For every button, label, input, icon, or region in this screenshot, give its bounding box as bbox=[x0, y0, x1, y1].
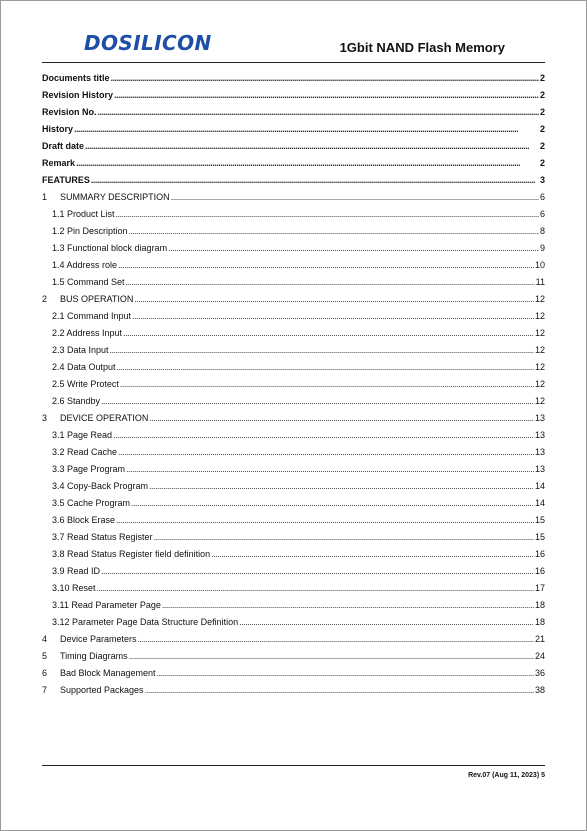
toc-entry-page-number: 2 bbox=[539, 90, 545, 100]
table-of-contents bbox=[42, 70, 545, 699]
toc-entry-number: 6 bbox=[42, 668, 48, 678]
toc-dot-leader bbox=[116, 206, 539, 223]
header-divider bbox=[42, 62, 545, 63]
toc-entry[interactable] bbox=[42, 495, 545, 512]
toc-dot-leader bbox=[239, 614, 534, 631]
toc-entry-page-number: 8 bbox=[539, 226, 545, 236]
toc-entry[interactable] bbox=[42, 172, 545, 189]
toc-entry-page-number: 13 bbox=[534, 464, 545, 474]
toc-entry-number: 7 bbox=[42, 685, 48, 695]
toc-dot-leader bbox=[118, 444, 534, 461]
toc-entry-title: Documents title bbox=[42, 73, 110, 83]
toc-entry-page-number: 12 bbox=[534, 345, 545, 355]
toc-entry[interactable] bbox=[42, 155, 545, 172]
toc-entry-page-number: 16 bbox=[534, 566, 545, 576]
toc-entry-page-number: 15 bbox=[534, 532, 545, 542]
toc-entry[interactable] bbox=[42, 597, 545, 614]
toc-dot-leader bbox=[129, 223, 539, 240]
toc-entry-title: 2.4 Data Output bbox=[52, 362, 116, 372]
toc-entry-title: 1.1 Product List bbox=[52, 209, 115, 219]
toc-entry-title: Remark bbox=[42, 158, 76, 168]
company-logo: DOSILICON bbox=[84, 31, 212, 55]
toc-entry-title: 3.5 Cache Program bbox=[52, 498, 131, 508]
toc-entry-number: 2 bbox=[42, 294, 48, 304]
toc-entry-page-number: 12 bbox=[534, 362, 545, 372]
toc-entry-page-number: 10 bbox=[534, 260, 545, 270]
toc-dot-leader bbox=[111, 70, 539, 87]
toc-entry[interactable] bbox=[42, 240, 545, 257]
toc-entry-title: 3.3 Page Program bbox=[52, 464, 126, 474]
toc-entry[interactable] bbox=[42, 189, 545, 206]
toc-entry[interactable] bbox=[42, 648, 545, 665]
toc-entry[interactable] bbox=[42, 87, 545, 104]
toc-entry-page-number: 13 bbox=[534, 413, 545, 423]
toc-entry-page-number: 2 bbox=[539, 124, 545, 134]
toc-entry-title: History bbox=[42, 124, 74, 134]
toc-entry[interactable] bbox=[42, 410, 545, 427]
toc-entry-page-number: 2 bbox=[539, 107, 545, 117]
toc-entry[interactable] bbox=[42, 325, 545, 342]
toc-dot-leader bbox=[126, 274, 535, 291]
toc-entry-title: 3.11 Read Parameter Page bbox=[52, 600, 161, 610]
toc-entry[interactable] bbox=[42, 546, 545, 563]
toc-entry-title: Device Parameters bbox=[60, 634, 137, 644]
toc-entry-title: 2.6 Standby bbox=[52, 396, 101, 406]
toc-dot-leader bbox=[114, 87, 539, 104]
toc-dot-leader bbox=[97, 580, 534, 597]
toc-entry-page-number: 9 bbox=[539, 243, 545, 253]
toc-entry-title: 3.10 Reset bbox=[52, 583, 96, 593]
toc-dot-leader bbox=[98, 104, 539, 121]
toc-entry[interactable] bbox=[42, 580, 545, 597]
toc-entry-title: 3.1 Page Read bbox=[52, 430, 113, 440]
toc-entry[interactable] bbox=[42, 70, 545, 87]
toc-dot-leader bbox=[162, 597, 534, 614]
toc-dot-leader bbox=[118, 257, 534, 274]
toc-dot-leader bbox=[145, 682, 534, 699]
toc-entry-title: BUS OPERATION bbox=[60, 294, 134, 304]
toc-entry-page-number: 17 bbox=[534, 583, 545, 593]
toc-entry-title: 3.2 Read Cache bbox=[52, 447, 118, 457]
document-title: 1Gbit NAND Flash Memory bbox=[339, 40, 505, 55]
toc-entry-title: FEATURES bbox=[42, 175, 90, 185]
toc-entry[interactable] bbox=[42, 342, 545, 359]
toc-dot-leader bbox=[74, 121, 539, 138]
toc-dot-leader bbox=[101, 393, 534, 410]
toc-entry-title: 2.5 Write Protect bbox=[52, 379, 119, 389]
toc-entry[interactable] bbox=[42, 376, 545, 393]
toc-entry-page-number: 6 bbox=[539, 209, 545, 219]
toc-entry-title: 3.4 Copy-Back Program bbox=[52, 481, 149, 491]
toc-entry[interactable] bbox=[42, 682, 545, 699]
toc-dot-leader bbox=[120, 376, 534, 393]
toc-entry-page-number: 2 bbox=[539, 73, 545, 83]
toc-entry-title: 2.2 Address Input bbox=[52, 328, 123, 338]
toc-entry-page-number: 24 bbox=[534, 651, 545, 661]
toc-entry-title: 3.9 Read ID bbox=[52, 566, 101, 576]
toc-entry-page-number: 13 bbox=[534, 430, 545, 440]
toc-dot-leader bbox=[126, 461, 534, 478]
toc-dot-leader bbox=[91, 172, 539, 189]
toc-entry-page-number: 3 bbox=[539, 175, 545, 185]
toc-entry-page-number: 38 bbox=[534, 685, 545, 695]
toc-entry-title: 1.4 Address role bbox=[52, 260, 118, 270]
toc-entry-title: SUMMARY DESCRIPTION bbox=[60, 192, 170, 202]
toc-entry-page-number: 6 bbox=[539, 192, 545, 202]
toc-entry[interactable] bbox=[42, 461, 545, 478]
toc-entry-page-number: 2 bbox=[539, 141, 545, 151]
toc-dot-leader bbox=[157, 665, 534, 682]
toc-dot-leader bbox=[168, 240, 539, 257]
toc-dot-leader bbox=[211, 546, 534, 563]
toc-entry-title: Revision No. bbox=[42, 107, 97, 117]
toc-entry-page-number: 12 bbox=[534, 311, 545, 321]
toc-entry[interactable] bbox=[42, 274, 545, 291]
toc-entry[interactable] bbox=[42, 665, 545, 682]
toc-entry[interactable] bbox=[42, 393, 545, 410]
toc-entry-page-number: 15 bbox=[534, 515, 545, 525]
toc-entry-title: Timing Diagrams bbox=[60, 651, 128, 661]
toc-entry-title: 2.1 Command Input bbox=[52, 311, 132, 321]
toc-dot-leader bbox=[76, 155, 539, 172]
toc-dot-leader bbox=[110, 342, 534, 359]
toc-entry-number: 5 bbox=[42, 651, 48, 661]
toc-entry-page-number: 21 bbox=[534, 634, 545, 644]
toc-entry[interactable] bbox=[42, 206, 545, 223]
toc-entry-title: 1.5 Command Set bbox=[52, 277, 125, 287]
toc-entry-page-number: 18 bbox=[534, 617, 545, 627]
toc-dot-leader bbox=[113, 427, 534, 444]
toc-entry[interactable] bbox=[42, 291, 545, 308]
toc-dot-leader bbox=[154, 529, 534, 546]
toc-entry-title: 2.3 Data Input bbox=[52, 345, 109, 355]
toc-entry[interactable] bbox=[42, 308, 545, 325]
toc-entry-page-number: 12 bbox=[534, 379, 545, 389]
toc-entry-title: Draft date bbox=[42, 141, 85, 151]
toc-entry-page-number: 16 bbox=[534, 549, 545, 559]
footer-divider bbox=[42, 765, 545, 766]
toc-dot-leader bbox=[85, 138, 539, 155]
toc-entry[interactable] bbox=[42, 563, 545, 580]
toc-entry-page-number: 12 bbox=[534, 294, 545, 304]
toc-entry-number: 4 bbox=[42, 634, 48, 644]
toc-entry[interactable] bbox=[42, 444, 545, 461]
toc-entry[interactable] bbox=[42, 104, 545, 121]
toc-entry[interactable] bbox=[42, 512, 545, 529]
toc-entry-page-number: 14 bbox=[534, 498, 545, 508]
toc-dot-leader bbox=[131, 495, 534, 512]
toc-entry-number: 3 bbox=[42, 413, 48, 423]
toc-entry[interactable] bbox=[42, 614, 545, 631]
toc-dot-leader bbox=[123, 325, 534, 342]
toc-entry-title: Supported Packages bbox=[60, 685, 144, 695]
toc-entry-page-number: 12 bbox=[534, 396, 545, 406]
toc-entry[interactable] bbox=[42, 427, 545, 444]
toc-dot-leader bbox=[134, 291, 534, 308]
toc-entry-title: Revision History bbox=[42, 90, 114, 100]
toc-entry-page-number: 36 bbox=[534, 668, 545, 678]
toc-dot-leader bbox=[101, 563, 534, 580]
toc-dot-leader bbox=[129, 648, 534, 665]
toc-entry[interactable] bbox=[42, 359, 545, 376]
toc-dot-leader bbox=[149, 478, 534, 495]
toc-entry[interactable] bbox=[42, 257, 545, 274]
toc-entry[interactable] bbox=[42, 138, 545, 155]
toc-entry-page-number: 2 bbox=[539, 158, 545, 168]
toc-entry-title: Bad Block Management bbox=[60, 668, 156, 678]
toc-entry-page-number: 12 bbox=[534, 328, 545, 338]
toc-entry-title: 1.2 Pin Description bbox=[52, 226, 128, 236]
toc-entry-title: DEVICE OPERATION bbox=[60, 413, 149, 423]
toc-entry-page-number: 18 bbox=[534, 600, 545, 610]
toc-entry[interactable] bbox=[42, 529, 545, 546]
toc-entry[interactable] bbox=[42, 631, 545, 648]
toc-entry[interactable] bbox=[42, 478, 545, 495]
footer-revision: Rev.07 (Aug 11, 2023) 5 bbox=[468, 772, 545, 779]
toc-entry-number: 1 bbox=[42, 192, 48, 202]
toc-entry-page-number: 14 bbox=[534, 481, 545, 491]
toc-entry[interactable] bbox=[42, 121, 545, 138]
toc-entry-page-number: 11 bbox=[535, 277, 545, 287]
toc-dot-leader bbox=[149, 410, 534, 427]
toc-entry-title: 1.3 Functional block diagram bbox=[52, 243, 168, 253]
toc-dot-leader bbox=[116, 512, 534, 529]
toc-entry-page-number: 13 bbox=[534, 447, 545, 457]
toc-dot-leader bbox=[117, 359, 534, 376]
toc-entry-title: 3.8 Read Status Register field definition bbox=[52, 549, 211, 559]
toc-entry[interactable] bbox=[42, 223, 545, 240]
toc-dot-leader bbox=[138, 631, 534, 648]
toc-dot-leader bbox=[132, 308, 534, 325]
toc-entry-title: 3.7 Read Status Register bbox=[52, 532, 153, 542]
toc-dot-leader bbox=[171, 189, 539, 206]
toc-entry-title: 3.12 Parameter Page Data Structure Definition bbox=[52, 617, 239, 627]
toc-entry-title: 3.6 Block Erase bbox=[52, 515, 116, 525]
